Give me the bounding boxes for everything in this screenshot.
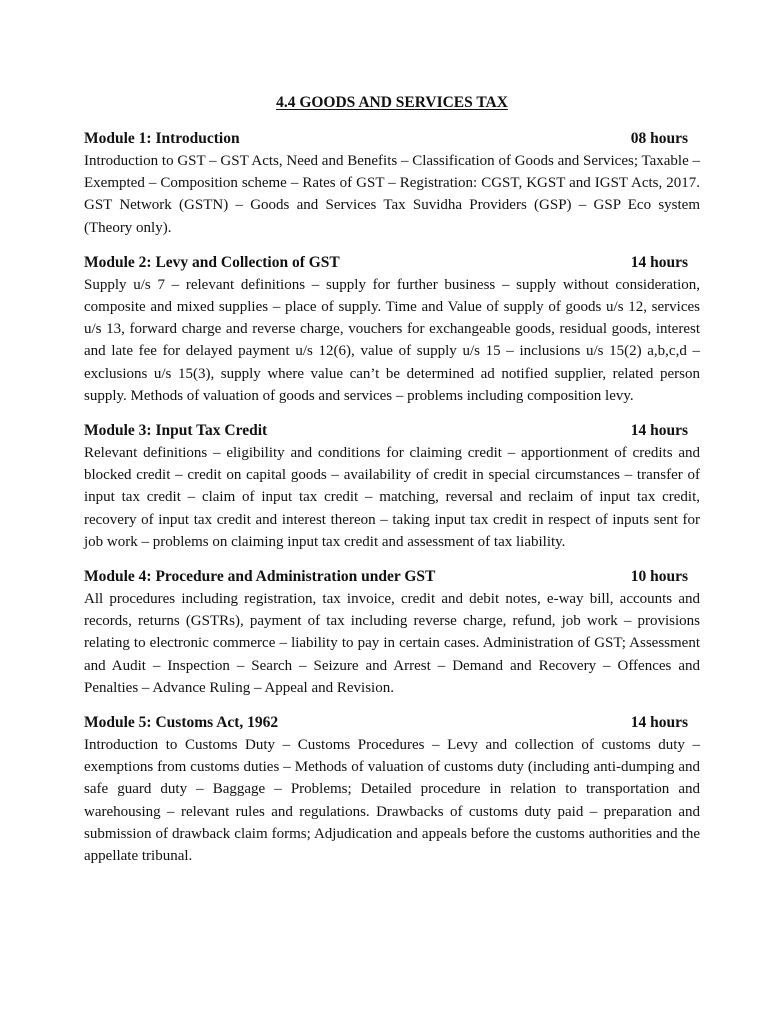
- module-hours: 14 hours: [630, 253, 688, 271]
- module-heading: Module 2: Levy and Collection of GST: [84, 253, 340, 271]
- module-4-section: [84, 566, 700, 699]
- document-page: [84, 92, 700, 880]
- module-5-section: [84, 712, 700, 867]
- module-2-section: [84, 252, 700, 407]
- module-header: [84, 252, 700, 274]
- module-heading: Module 4: Procedure and Administration under GST: [84, 568, 436, 586]
- module-heading: Module 3: Input Tax Credit: [84, 422, 268, 440]
- module-description: All procedures including registration, tax invoice, credit and debit notes, e-way bill, accounts and records, returns (GSTRs), payment of tax including reverse charge, refund, job work – provisions relating to electronic commerce – liability to pay in certain cases. Administration of GST; Assessment and Audit – Inspection – Search – Seizure and Arrest – Demand and Recovery – Offences and Penalties – Advance Ruling – Appeal and Revision.: [84, 591, 700, 696]
- module-3-section: [84, 420, 700, 553]
- document-title: 4.4 GOODS AND SERVICES TAX: [276, 94, 508, 111]
- module-header: [84, 712, 700, 734]
- module-hours: 10 hours: [630, 568, 688, 586]
- module-description: Introduction to Customs Duty – Customs Procedures – Levy and collection of customs duty – exemptions from customs duties – Methods of valuation of customs duty (including anti-dumping and safe guard duty – Baggage – Problems; Detailed procedure in relation to transportation and warehousing – relevant rules and regulations. Drawbacks of customs duty paid – preparation and submission of drawback claim forms; Adjudication and appeals before the customs authorities and the appellate tribunal.: [84, 737, 700, 865]
- module-description: Relevant definitions – eligibility and conditions for claiming credit – apportionment of credits and blocked credit – credit on capital goods – availability of credit in special circumstances – transfer of input tax credit – claim of input tax credit – matching, reversal and reclaim of input tax credit, recovery of input tax credit and interest thereon – taking input tax credit in respect of inputs sent for job work – problems on claiming input tax credit and assessment of tax liability.: [84, 445, 700, 550]
- module-header: [84, 128, 700, 150]
- module-heading: Module 5: Customs Act, 1962: [84, 714, 279, 732]
- module-hours: 14 hours: [630, 422, 688, 440]
- module-description: Supply u/s 7 – relevant definitions – supply for further business – supply without consideration, composite and mixed supplies – place of supply. Time and Value of supply of goods u/s 12, services u/s 13, forward charge and reverse charge, vouchers for exchangeable goods, residual goods, interest and late fee for delayed payment u/s 12(6), value of supply u/s 15 – inclusions u/s 15(2) a,b,c,d – exclusions u/s 15(3), supply where value can’t be determined ad notified supplier, related person supply. Methods of valuation of goods and services – problems including composition levy.: [84, 276, 700, 404]
- module-1-section: [84, 128, 700, 239]
- module-header: [84, 566, 700, 588]
- module-description: Introduction to GST – GST Acts, Need and Benefits – Classification of Goods and Services; Taxable – Exempted – Composition scheme – Rates of GST – Registration: CGST, KGST and IGST Acts, 2017. GST Network (GSTN) – Goods and Services Tax Suvidha Providers (GSP) – GSP Eco system (Theory only).: [84, 153, 700, 236]
- module-header: [84, 420, 700, 442]
- module-heading: Module 1: Introduction: [84, 130, 240, 147]
- module-hours: 08 hours: [630, 130, 688, 147]
- module-hours: 14 hours: [630, 714, 688, 732]
